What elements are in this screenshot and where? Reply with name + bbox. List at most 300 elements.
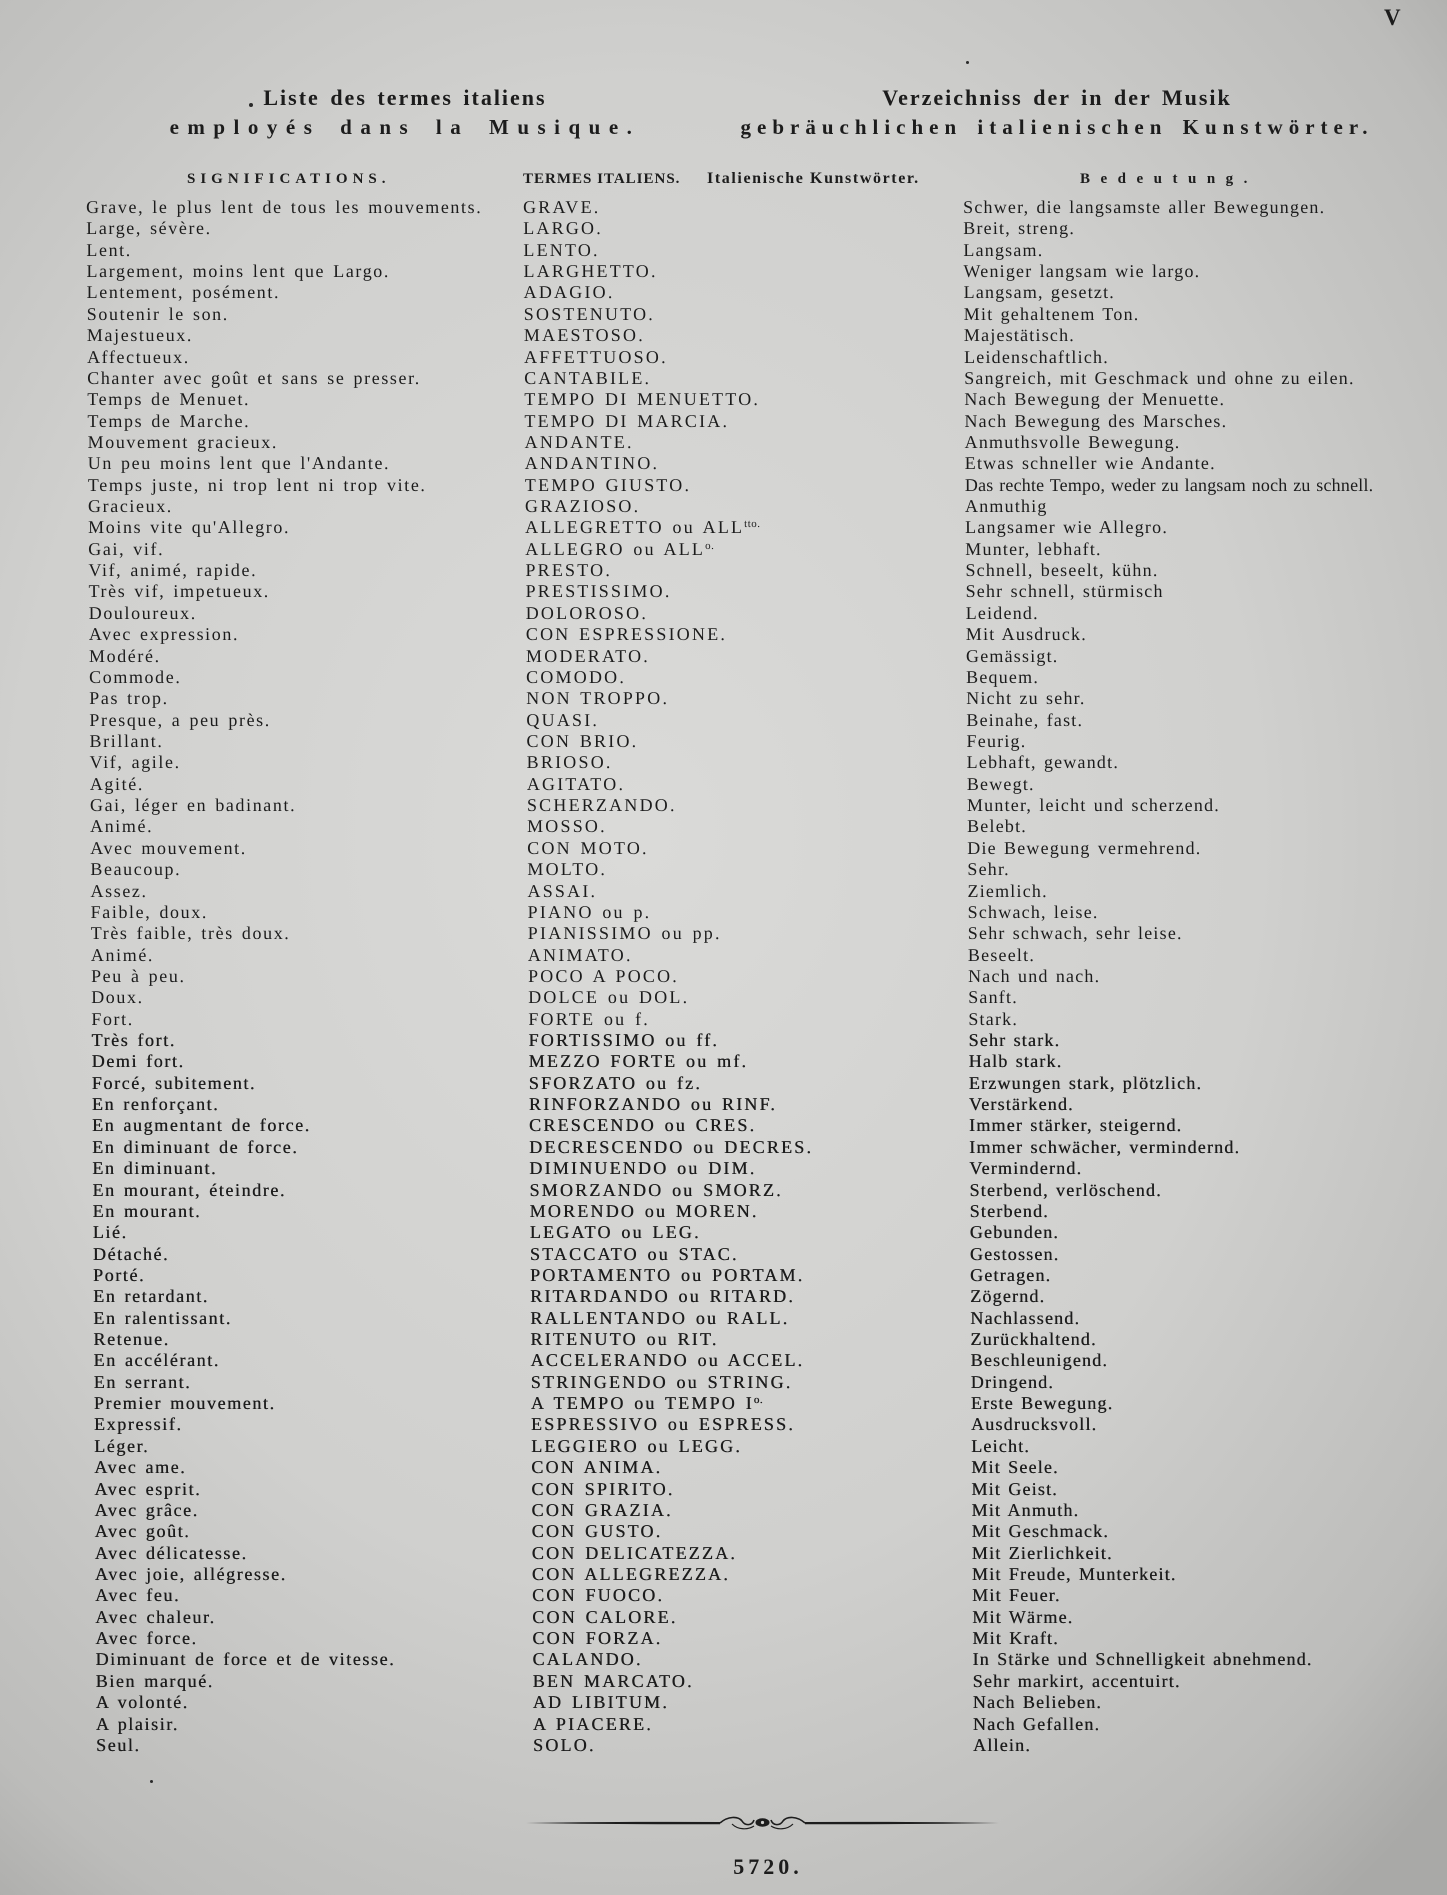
french-meaning-text: Lentement, posément.: [86, 282, 281, 303]
german-meaning: [965, 539, 1102, 560]
italian-term-text: ADAGIO.: [523, 282, 615, 303]
french-meaning: [93, 1329, 169, 1350]
glossary-row: [7, 1244, 1407, 1265]
abbreviation-superscript: tto.: [744, 518, 761, 531]
french-meaning-text: Expressif.: [93, 1414, 183, 1435]
glossary-row: [8, 1436, 1408, 1457]
french-meaning: [88, 581, 269, 602]
german-meaning-text: Zurückhaltend.: [970, 1329, 1097, 1350]
italian-term-text: TEMPO DI MARCIA.: [524, 410, 730, 431]
glossary-row: [9, 1543, 1409, 1564]
italian-term-text: CALANDO.: [532, 1649, 643, 1670]
french-meaning-text: Lié.: [92, 1222, 128, 1243]
french-meaning: [88, 539, 164, 560]
german-meaning-text: Stark.: [968, 1008, 1019, 1029]
italian-term-text: SFORZATO ou fz.: [528, 1072, 702, 1093]
german-meaning: [969, 1051, 1063, 1072]
german-meaning-text: Breit, streng.: [963, 218, 1076, 239]
italian-term-text: ANDANTINO.: [524, 453, 660, 474]
italian-term: [526, 603, 648, 624]
german-meaning: [964, 325, 1075, 346]
abbreviation-superscript: o.: [753, 1394, 764, 1407]
french-meaning-text: Avec chaleur.: [95, 1606, 216, 1627]
french-meaning-text: Grave, le plus lent de tous les mouvements.: [86, 197, 483, 217]
italian-term-text: PIANO ou p.: [527, 901, 652, 922]
italian-term: [527, 859, 607, 880]
french-meaning: [95, 1543, 248, 1564]
german-meaning-text: Mit Zierlichkeit.: [971, 1542, 1113, 1563]
german-meaning-text: Immer stärker, steigernd.: [968, 1115, 1183, 1136]
glossary-row: [3, 667, 1403, 688]
glossary-row: [2, 581, 1402, 602]
french-meaning: [90, 816, 153, 837]
italian-term-text: ANIMATO.: [527, 944, 633, 965]
french-meaning-text: A volonté.: [95, 1692, 189, 1713]
french-meaning: [86, 261, 390, 282]
italian-term: [526, 710, 599, 731]
italian-term: [532, 1628, 662, 1649]
german-meaning-text: Mit Feuer.: [971, 1585, 1061, 1606]
french-meaning: [95, 1607, 216, 1628]
german-meaning-text: Getragen.: [969, 1264, 1052, 1285]
german-meaning: [965, 517, 1168, 538]
italian-term-text: CON CALORE.: [532, 1606, 678, 1627]
french-meaning: [93, 1222, 128, 1243]
german-meaning: [969, 1201, 1048, 1222]
german-meaning-text: Mit Geist.: [971, 1478, 1058, 1499]
german-heading: [712, 84, 1402, 142]
italian-term-text: BEN MARCATO.: [532, 1670, 694, 1691]
german-meaning: [967, 881, 1047, 902]
french-meaning: [93, 1286, 209, 1307]
german-meaning: [963, 197, 1325, 218]
french-meaning-text: Temps de Marche.: [87, 410, 251, 431]
italian-term: [527, 816, 607, 837]
german-meaning-text: Mit Seele.: [971, 1457, 1059, 1478]
glossary-row: [3, 710, 1403, 731]
french-meaning: [87, 411, 250, 432]
italian-term: [529, 1158, 756, 1179]
italian-term: [529, 1073, 702, 1094]
italian-term-text: MAESTOSO.: [523, 325, 645, 346]
french-meaning-text: Avec force.: [95, 1628, 198, 1649]
italian-term: [523, 240, 599, 261]
german-meaning-text: Mit Ausdruck.: [965, 624, 1087, 645]
french-meaning: [93, 1350, 219, 1371]
french-meaning-text: Pas trop.: [89, 688, 169, 709]
glossary-row: [6, 1201, 1406, 1222]
french-meaning: [94, 1372, 192, 1393]
glossary-row: [9, 1607, 1409, 1628]
french-meaning-text: Moins vite qu'Allegro.: [88, 517, 291, 538]
french-meaning-text: Temps de Menuet.: [87, 389, 251, 410]
glossary-row: [10, 1692, 1410, 1713]
french-meaning-text: Lent.: [86, 239, 132, 260]
french-meaning: [91, 923, 291, 944]
german-meaning-text: Mit Freude, Munterkeit.: [971, 1564, 1177, 1584]
glossary-row: [5, 987, 1405, 1008]
german-meaning: [967, 859, 1010, 880]
french-meaning-text: Retenue.: [93, 1329, 170, 1350]
german-meaning-text: Mit Wärme.: [972, 1606, 1074, 1627]
french-meaning-text: Diminuant de force et de vitesse.: [95, 1649, 396, 1670]
french-meaning-text: Gai, vif.: [88, 538, 165, 559]
italian-term-text: ASSAI.: [527, 880, 598, 901]
glossary-row: [1, 304, 1401, 325]
french-meaning: [93, 1308, 232, 1329]
glossary-row: [5, 923, 1405, 944]
french-meaning: [93, 1244, 169, 1265]
german-meaning: [968, 966, 1100, 987]
french-meaning-text: Premier mouvement.: [93, 1393, 276, 1414]
italian-term-text: LARGHETTO.: [523, 261, 658, 282]
german-meaning: [966, 688, 1085, 709]
italian-term-text: AGITATO.: [526, 773, 626, 794]
glossary-row: [6, 1094, 1406, 1115]
glossary-row: [4, 859, 1404, 880]
italian-term: [531, 1500, 672, 1521]
french-meaning: [89, 603, 197, 624]
glossary-row: [7, 1329, 1407, 1350]
german-meaning: [971, 1372, 1054, 1393]
italian-term: [529, 1180, 782, 1201]
german-meaning: [970, 1350, 1108, 1371]
german-meaning: [971, 1393, 1114, 1414]
german-meaning-text: Nach Gefallen.: [972, 1713, 1101, 1734]
italian-term-text: CON FUOCO.: [531, 1585, 665, 1606]
italian-term: [527, 774, 625, 795]
italian-term: [529, 1051, 749, 1072]
french-meaning: [91, 945, 154, 966]
french-meaning: [91, 987, 144, 1008]
french-meaning-text: Assez.: [90, 880, 148, 901]
german-meaning-text: Anmuthig: [964, 496, 1048, 517]
german-meaning-text: Beinahe, fast.: [966, 709, 1084, 730]
french-meaning: [95, 1564, 287, 1585]
german-meaning: [966, 646, 1059, 667]
french-meaning-text: Gracieux.: [87, 496, 173, 517]
italian-term-text: LARGO.: [523, 218, 603, 239]
glossary-row: [8, 1393, 1408, 1414]
italian-term-text: POCO A POCO.: [527, 965, 680, 986]
german-meaning-text: Verstärkend.: [968, 1094, 1074, 1115]
glossary-row: [6, 1073, 1406, 1094]
german-meaning: [972, 1607, 1073, 1628]
italian-term: [532, 1649, 642, 1670]
german-meaning-text: Nach Bewegung der Menuette.: [964, 389, 1226, 410]
glossary-row: [9, 1585, 1409, 1606]
german-meaning: [964, 368, 1355, 389]
italian-term-text: COMODO.: [526, 666, 627, 687]
german-meaning-text: Majestätisch.: [963, 325, 1076, 346]
italian-term-text: CON GUSTO.: [531, 1521, 663, 1542]
german-meaning-text: Gestossen.: [969, 1243, 1060, 1264]
german-meaning: [966, 710, 1083, 731]
german-meaning: [972, 1585, 1061, 1606]
italian-term: [531, 1457, 662, 1478]
italian-term-text: GRAZIOSO.: [524, 496, 641, 517]
italian-term-text: LEGGIERO ou LEGG.: [531, 1435, 743, 1456]
italian-term-text: RITENUTO ou RIT.: [530, 1329, 719, 1350]
french-meaning-text: Modéré.: [88, 645, 161, 666]
plate-number: 5720.: [733, 1854, 803, 1879]
french-meaning: [94, 1436, 149, 1457]
french-meaning: [90, 795, 296, 816]
glossary-row: [6, 1180, 1406, 1201]
german-meaning: [968, 1030, 1060, 1051]
french-meaning: [88, 432, 278, 453]
glossary-row: [4, 816, 1404, 837]
german-meaning: [965, 475, 1374, 496]
french-meaning: [94, 1500, 198, 1521]
glossary-row: [7, 1286, 1407, 1307]
french-meaning-text: Soutenir le son.: [86, 303, 229, 324]
italian-term-text: CON DELICATEZZA.: [531, 1542, 738, 1563]
german-meaning: [969, 1158, 1082, 1179]
glossary-row: [2, 517, 1402, 538]
print-speck: [150, 1780, 153, 1783]
glossary-row: [0, 261, 1400, 282]
german-meaning-text: Sanft.: [968, 987, 1018, 1008]
glossary-row: [10, 1671, 1410, 1692]
italian-term-text: TEMPO GIUSTO.: [524, 474, 692, 495]
french-meaning: [90, 881, 147, 902]
german-meaning-text: Mit gehaltenem Ton.: [963, 303, 1140, 324]
glossary-row: [8, 1457, 1408, 1478]
french-meaning-text: Avec goût.: [94, 1521, 191, 1542]
french-meaning: [92, 1201, 201, 1222]
italian-term-text: A TEMPO ou TEMPO I: [530, 1393, 754, 1414]
german-meaning-text: Die Bewegung vermehrend.: [967, 837, 1202, 858]
german-meaning-text: Leidenschaftlich.: [963, 346, 1109, 367]
german-meaning: [971, 1500, 1079, 1521]
glossary-row: [8, 1414, 1408, 1435]
glossary-row: [9, 1521, 1409, 1542]
italian-term-text: QUASI.: [526, 709, 600, 730]
french-meaning-text: Chanter avec goût et sans se presser.: [87, 367, 421, 388]
italian-term: [524, 304, 655, 325]
italian-term-text: RINFORZANDO ou RINF.: [528, 1094, 778, 1115]
french-meaning-text: Presque, a peu près.: [89, 709, 271, 730]
italian-term: [528, 987, 689, 1008]
italian-term-text: SOLO.: [532, 1734, 596, 1755]
french-meaning-text: Temps juste, ni trop lent ni trop vite.: [87, 474, 427, 495]
french-meaning: [86, 218, 212, 239]
glossary-row: [5, 902, 1405, 923]
german-meaning-text: Nicht zu sehr.: [966, 688, 1086, 709]
italian-term: [525, 539, 714, 560]
french-heading-line2: employés dans la Musique.: [169, 115, 641, 139]
german-meaning: [972, 1564, 1177, 1585]
french-meaning: [86, 240, 132, 261]
german-meaning: [964, 304, 1140, 325]
german-meaning: [970, 1222, 1059, 1243]
german-meaning: [973, 1714, 1100, 1735]
french-meaning-text: Vif, animé, rapide.: [88, 560, 258, 581]
french-meaning-text: Douloureux.: [88, 602, 197, 623]
german-meaning: [973, 1692, 1102, 1713]
french-heading-line1: Liste des termes italiens: [263, 85, 547, 110]
german-meaning-text: Nach und nach.: [967, 965, 1101, 986]
glossary-row: [2, 475, 1402, 496]
italian-term-text: ESPRESSIVO ou ESPRESS.: [530, 1414, 795, 1435]
german-meaning: [964, 411, 1227, 432]
german-meaning-text: Lebhaft, gewandt.: [966, 752, 1120, 773]
german-meaning-text: Ziemlich.: [967, 880, 1048, 901]
italian-term-text: RITARDANDO ou RITARD.: [530, 1286, 795, 1307]
french-meaning-text: Largement, moins lent que Largo.: [86, 261, 391, 282]
german-meaning: [971, 1479, 1058, 1500]
glossary-row: [2, 453, 1402, 474]
french-meaning-text: En diminuant.: [92, 1158, 218, 1179]
italian-term: [527, 752, 613, 773]
italian-term: [528, 1009, 650, 1030]
german-meaning: [963, 218, 1075, 239]
french-meaning-text: Léger.: [94, 1435, 150, 1456]
french-meaning-text: Très fort.: [91, 1030, 176, 1051]
italian-term: [525, 475, 691, 496]
glossary-row: [6, 1137, 1406, 1158]
french-meaning-text: Bien marqué.: [95, 1670, 214, 1691]
german-meaning: [969, 1180, 1161, 1201]
french-meaning-text: Forcé, subitement.: [91, 1072, 257, 1093]
italian-term-text: CON MOTO.: [527, 837, 649, 858]
italian-term: [533, 1714, 653, 1735]
italian-term: [524, 389, 760, 410]
glossary-row: [4, 881, 1404, 902]
italian-term-text: NON TROPPO.: [526, 688, 670, 709]
french-meaning: [89, 624, 239, 645]
italian-term: [527, 795, 677, 816]
glossary-row: [3, 731, 1403, 752]
italian-term-text: PORTAMENTO ou PORTAM.: [529, 1264, 805, 1285]
french-meaning: [87, 325, 193, 346]
french-meaning: [91, 1009, 134, 1030]
french-meaning: [90, 774, 144, 795]
german-meaning-text: Mit Kraft.: [972, 1628, 1059, 1649]
italian-term-text: MOSSO.: [527, 816, 607, 837]
glossary-row: [2, 560, 1402, 581]
german-meaning-text: Munter, lebhaft.: [965, 538, 1102, 559]
french-meaning: [88, 453, 391, 474]
french-meaning: [91, 1030, 175, 1051]
glossary-row: [7, 1265, 1407, 1286]
german-meaning: [966, 603, 1039, 624]
german-meaning-text: Etwas schneller wie Andante.: [964, 453, 1216, 474]
italian-term: [531, 1393, 763, 1414]
french-meaning: [94, 1479, 201, 1500]
german-meaning-text: Anmuthsvolle Bewegung.: [964, 431, 1181, 452]
italian-term: [531, 1414, 795, 1435]
italian-term-text: TEMPO DI MENUETTO.: [524, 389, 761, 410]
french-meaning-text: Commode.: [89, 666, 182, 687]
french-meaning-text: Demi fort.: [91, 1051, 185, 1072]
german-meaning: [964, 389, 1225, 410]
italian-term: [526, 624, 727, 645]
german-meaning-text: Beschleunigend.: [970, 1350, 1109, 1371]
glossary-row: [7, 1350, 1407, 1371]
italian-term-text: DOLOROSO.: [525, 602, 649, 623]
german-meaning: [967, 774, 1035, 795]
german-meaning-text: Sangreich, mit Geschmack und ohne zu eilen.: [964, 367, 1355, 388]
french-meaning-text: Avec grâce.: [94, 1499, 199, 1520]
italian-term: [533, 1735, 596, 1756]
german-meaning-text: Gebunden.: [969, 1222, 1060, 1243]
french-meaning: [96, 1714, 179, 1735]
glossary-row: [2, 432, 1402, 453]
french-meaning-text: Avec délicatesse.: [94, 1542, 248, 1563]
italian-term: [529, 1115, 756, 1136]
italian-term: [525, 517, 761, 538]
italian-term-text: CON FORZA.: [532, 1628, 663, 1649]
german-meaning-text: Erste Bewegung.: [970, 1393, 1114, 1414]
italian-term: [528, 902, 652, 923]
french-meaning: [95, 1521, 191, 1542]
italian-term-text: LEGATO ou LEG.: [529, 1222, 701, 1243]
italian-term: [530, 1222, 701, 1243]
german-meaning-text: In Stärke und Schnelligkeit abnehmend.: [972, 1649, 1313, 1670]
italian-term: [525, 496, 640, 517]
french-meaning: [94, 1393, 276, 1414]
german-meaning: [972, 1543, 1113, 1564]
french-meaning-text: Animé.: [90, 816, 154, 837]
french-meaning-text: En augmentant de force.: [91, 1115, 311, 1136]
german-meaning-text: Sterbend, verlöschend.: [969, 1179, 1162, 1200]
french-meaning: [92, 1094, 219, 1115]
french-meaning: [89, 688, 169, 709]
italian-term: [532, 1585, 664, 1606]
german-meaning: [969, 1137, 1240, 1158]
italian-term: [524, 368, 651, 389]
german-meaning: [965, 453, 1216, 474]
italian-term: [532, 1564, 730, 1585]
french-meaning-text: Seul.: [95, 1734, 141, 1755]
italian-term: [526, 731, 638, 752]
french-meaning-text: En renforçant.: [91, 1094, 220, 1115]
german-meaning: [964, 282, 1115, 303]
glossary-row: [3, 603, 1403, 624]
german-meaning: [965, 432, 1181, 453]
german-meaning-text: Dringend.: [970, 1371, 1055, 1392]
german-heading-line2: gebräuchlichen italienischen Kunstwörter.: [740, 115, 1374, 139]
glossary-row: [5, 1009, 1405, 1030]
italian-term: [530, 1329, 718, 1350]
italian-term: [525, 453, 660, 474]
italian-term-text: ANDANTE.: [524, 431, 634, 452]
italian-term: [526, 667, 626, 688]
french-meaning-text: Avec joie, allégresse.: [94, 1564, 287, 1584]
italian-term-text: DOLCE ou DOL.: [528, 987, 690, 1008]
german-meaning: [968, 987, 1018, 1008]
glossary-row: [9, 1649, 1409, 1670]
german-meaning-text: Sehr.: [967, 859, 1010, 880]
german-meaning: [969, 1094, 1074, 1115]
glossary-row: [4, 795, 1404, 816]
german-meaning-text: Nachlassend.: [970, 1307, 1081, 1328]
italian-term-text: MORENDO ou MOREN.: [529, 1200, 759, 1221]
french-meaning-text: Gai, léger en badinant.: [89, 795, 297, 816]
french-meaning: [88, 517, 290, 538]
glossary-row: [6, 1158, 1406, 1179]
french-meaning: [87, 304, 229, 325]
glossary-row: [2, 539, 1402, 560]
glossary-row: [2, 496, 1402, 517]
french-meaning-text: Un peu moins lent que l'Andante.: [87, 453, 391, 474]
german-meaning-text: Das rechte Tempo, weder zu langsam noch zu schnell.: [964, 474, 1374, 495]
french-meaning: [89, 731, 163, 752]
italian-term: [533, 1692, 669, 1713]
german-meaning-text: Bequem.: [966, 666, 1040, 687]
